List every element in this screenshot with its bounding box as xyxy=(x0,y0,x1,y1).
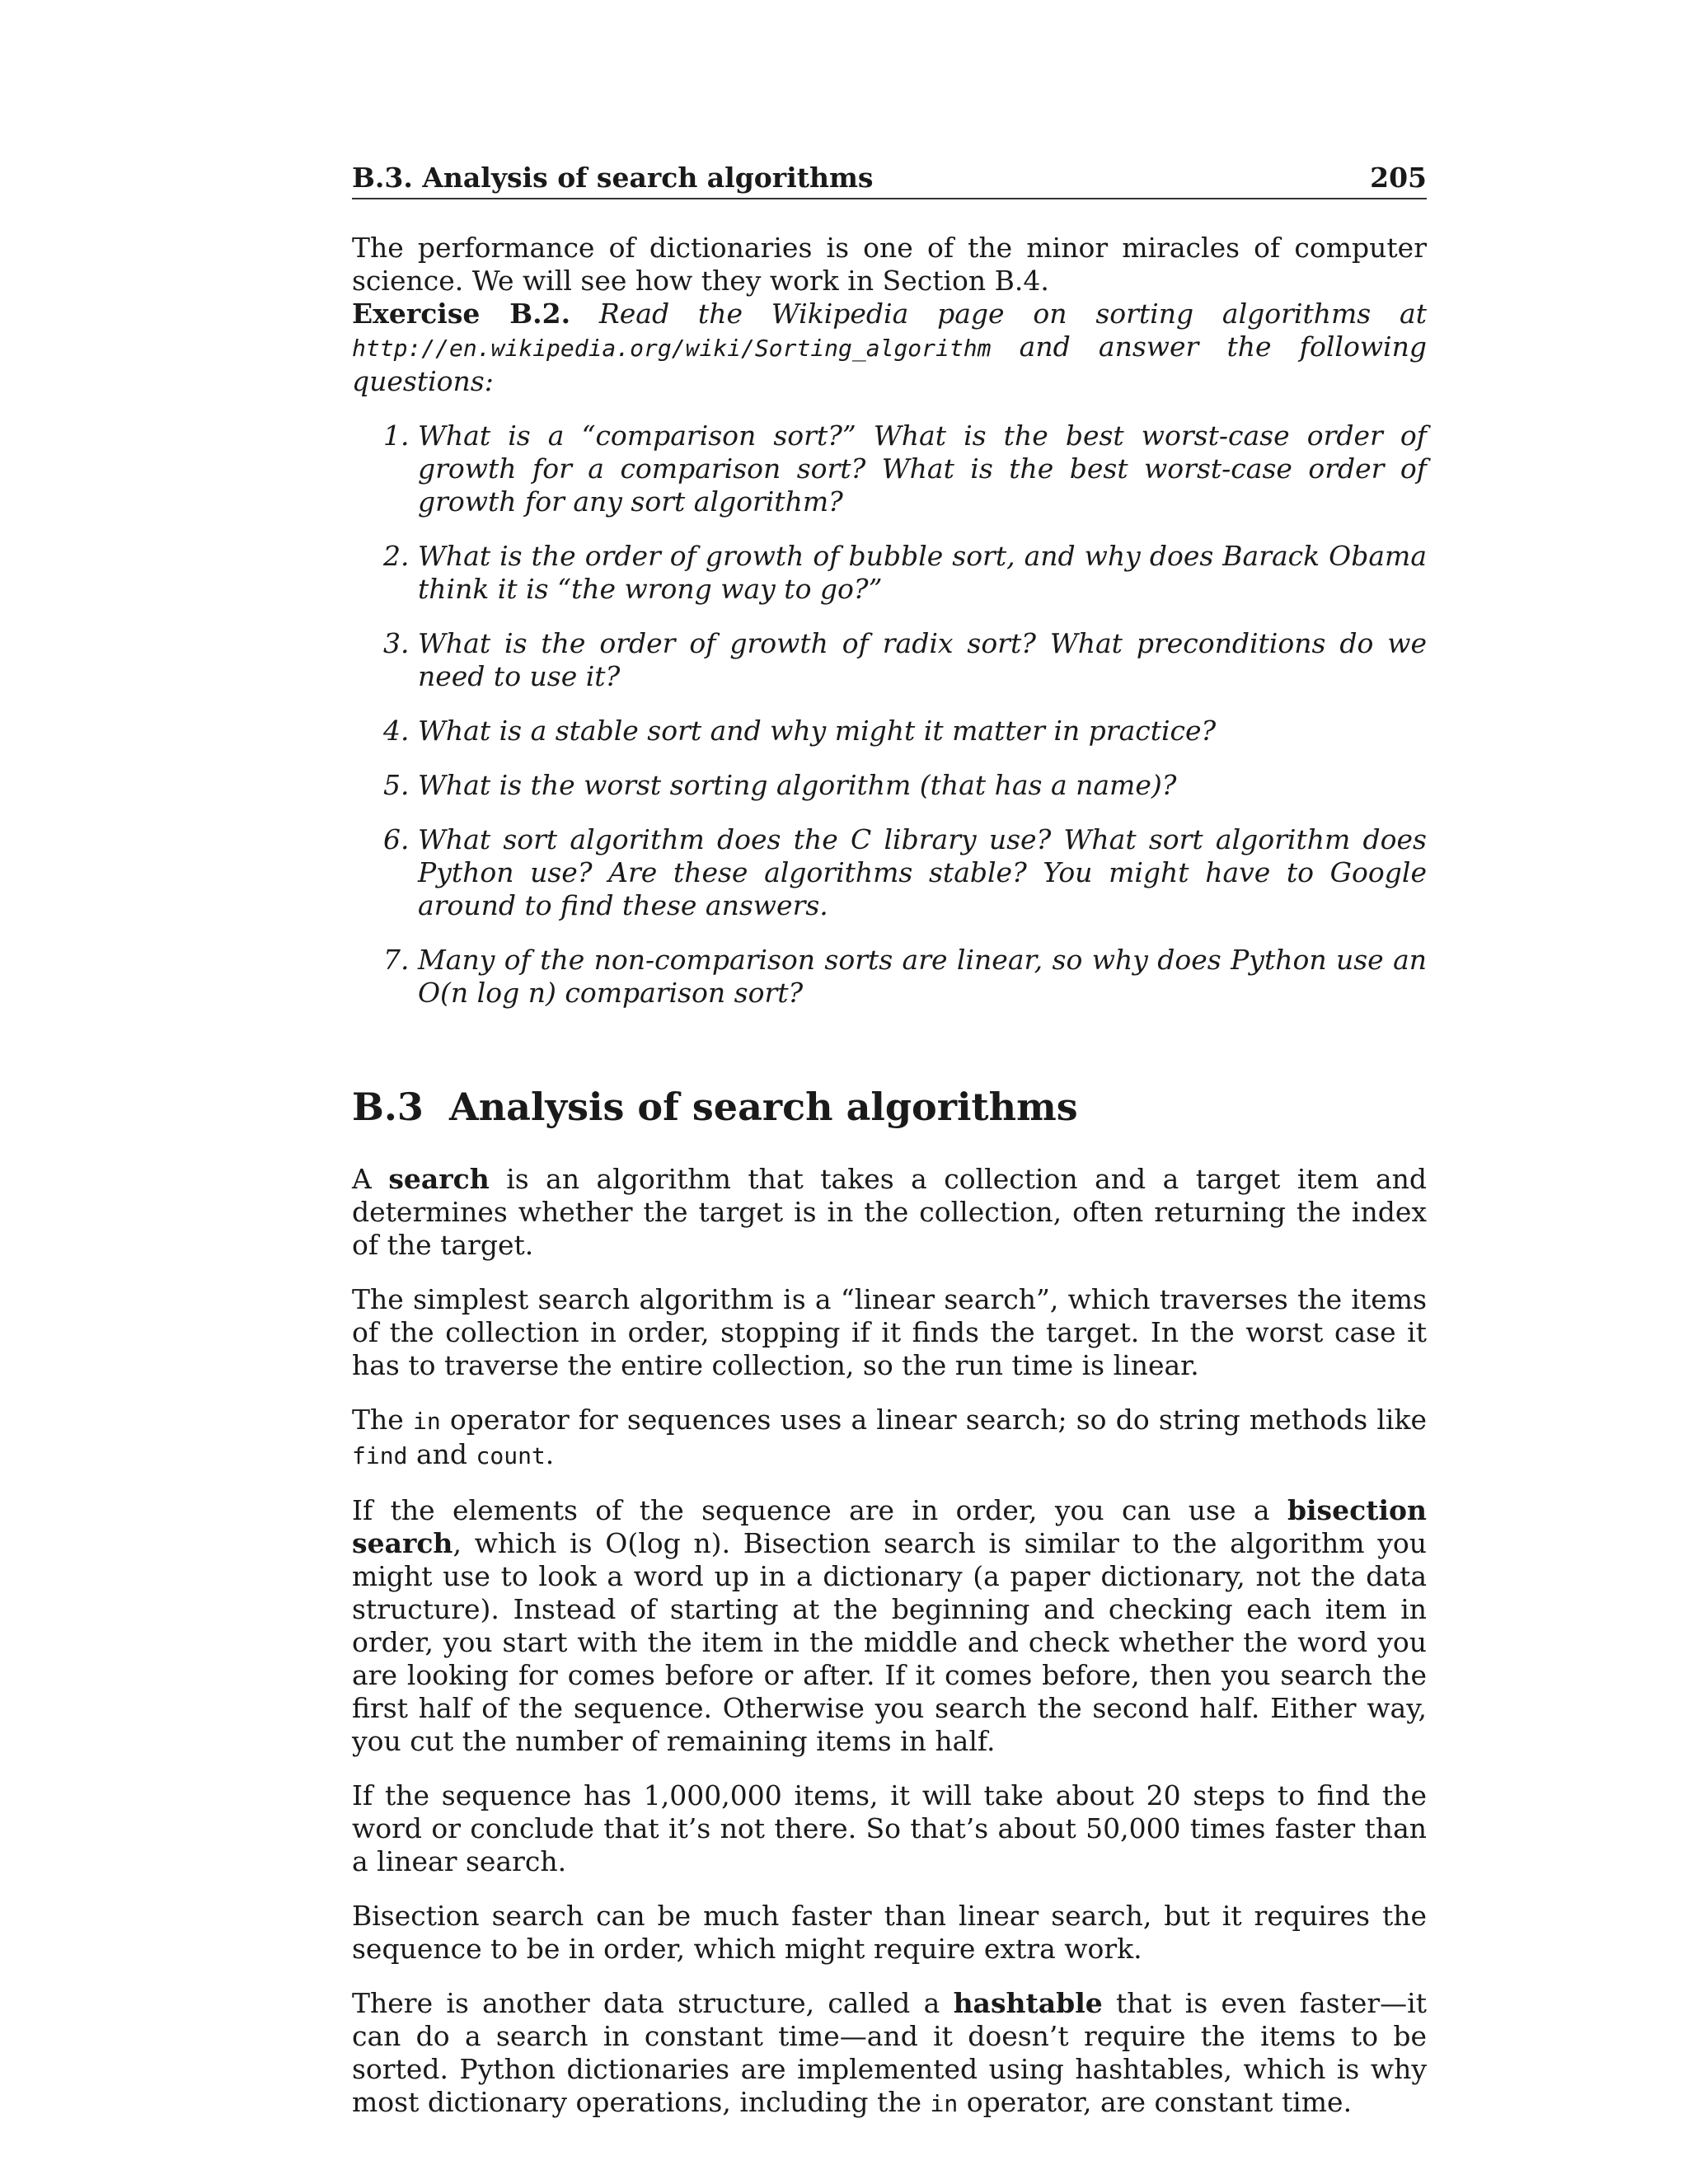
list-item: 7. Many of the non-comparison sorts are linear, so why does Python use an O(n log n) comparison sort? xyxy=(383,944,1427,1009)
code-in: in xyxy=(930,2090,959,2117)
running-header xyxy=(352,158,1427,199)
paragraph-bisection-tradeoff: Bisection search can be much faster than linear search, but it requires the sequence to be in order, which might require extra work. xyxy=(352,1900,1427,1965)
paragraph-hashtable: There is another data structure, called a hashtable that is even faster—it can do a search in constant time—and it doesn’t require the items to be sorted. Python dictionaries are implemented using hashtables, which is why most dictionary operations, including the in operator, are constant time. xyxy=(352,1987,1428,2118)
code-find: find xyxy=(352,1442,408,1469)
paragraph-search-definition: A search is an algorithm that takes a collection and a target item and determines whether the target is in the collection, often returning the index of the target. xyxy=(352,1163,1427,1261)
section-title: Analysis of search algorithms xyxy=(449,1085,1078,1129)
paragraph-bisection-search: If the elements of the sequence are in order, you can use a bisection search, which is O(log n). Bisection search is similar to the algorithm you might use to look a word up in a dictionary (a paper dictionary, not the data structure). Instead of starting at the beginning and checking each item in order, you start with the item in the middle and check whether the word you are looking for comes before or after. If it comes before, then you search the first half of the sequence. Otherwise you search the second half. Either way, you cut the number of remaining items in half. xyxy=(352,1494,1427,1757)
exercise-paragraph xyxy=(352,298,1427,398)
header-section-title: B.3. Analysis of search algorithms xyxy=(352,162,874,194)
section-heading xyxy=(352,1084,1427,1130)
code-in: in xyxy=(412,1408,441,1435)
math-expression: O(log n) xyxy=(605,1527,722,1559)
paragraph-in-operator: The in operator for sequences uses a linear search; so do string methods like find and count. xyxy=(352,1404,1427,1470)
list-item: 2. What is the order of growth of bubble sort, and why does Barack Obama think it is “the wrong way to go?” xyxy=(383,540,1427,605)
term-hashtable: hashtable xyxy=(953,1987,1103,2019)
paragraph-million-items: If the sequence has 1,000,000 items, it will take about 20 steps to find the word or conclude that it’s not there. So that’s about 50,000 times faster than a linear search. xyxy=(352,1779,1427,1877)
paragraph-linear-search: The simplest search algorithm is a “linear search”, which traverses the items of the collection in order, stopping if it finds the target. In the worst case it has to traverse the entire collection, so the run time is linear. xyxy=(352,1283,1427,1381)
list-item: 1. What is a “comparison sort?” What is the best worst-case order of growth for a comparison sort? What is the best worst-case order of growth for any sort algorithm? xyxy=(383,419,1427,518)
intro-paragraph: The performance of dictionaries is one of the minor miracles of computer science. We will see how they work in Section B.4. xyxy=(352,232,1427,297)
list-item: 4. What is a stable sort and why might it matter in practice? xyxy=(383,715,1217,747)
exercise-tail: and answer the following questions: xyxy=(352,330,1427,397)
list-item: 5. What is the worst sorting algorithm (that has a name)? xyxy=(383,769,1177,801)
exercise-url-link[interactable]: http://en.wikipedia.org/wiki/Sorting_algorithm xyxy=(352,335,992,362)
page-number: 205 xyxy=(1370,162,1427,194)
exercise-lead: Read the Wikipedia page on sorting algorithms at xyxy=(598,298,1427,330)
exercise-label: Exercise B.2. xyxy=(352,298,571,330)
list-item: 6. What sort algorithm does the C library use? What sort algorithm does Python use? Are these algorithms stable? You might have to Google around to find these answers. xyxy=(383,823,1427,921)
question-list xyxy=(352,419,1427,1010)
page-body xyxy=(352,232,1427,2142)
list-item: 3. What is the order of growth of radix sort? What preconditions do we need to use it? xyxy=(383,627,1427,692)
term-bisection-search: bisection search xyxy=(352,1494,1427,1559)
math-expression: O(n log n) xyxy=(418,977,556,1009)
code-count: count xyxy=(476,1442,546,1469)
section-number: B.3 xyxy=(352,1085,424,1129)
term-search: search xyxy=(388,1163,490,1195)
